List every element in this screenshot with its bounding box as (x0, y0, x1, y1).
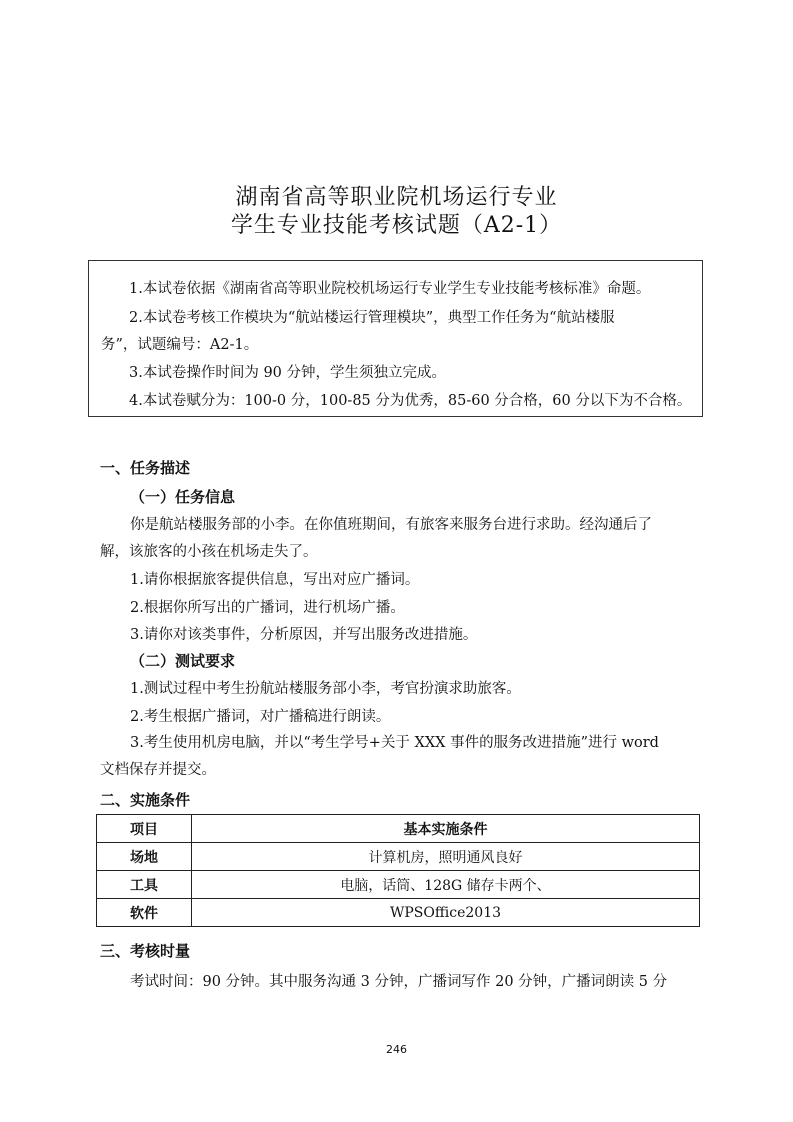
req-item-1: 1.测试过程中考生扮航站楼服务部小李，考官扮演求助旅客。 (130, 681, 521, 697)
task-item-1: 1.请你根据旅客提供信息，写出对应广播词。 (130, 572, 420, 588)
section-heading-duration: 三、考核时量 (100, 942, 191, 960)
table-header-row (97, 815, 700, 843)
conditions-table (96, 814, 700, 927)
table-header-conditions: 基本实施条件 (192, 815, 700, 843)
req-item-3: 3.考生使用机房电脑，并以“考生学号+关于 XXX 事件的服务改进措施”进行 word (130, 735, 659, 751)
notice-line-2-cont: 务”，试题编号：A2-1。 (101, 337, 259, 353)
section-heading-task: 一、任务描述 (100, 459, 191, 477)
req-item-3-cont: 文档保存并提交。 (100, 762, 216, 778)
notice-line-2: 2.本试卷考核工作模块为“航站楼运行管理模块”，典型工作任务为“航站楼服 (129, 310, 615, 326)
task-paragraph-cont: 解，该旅客的小孩在机场走失了。 (100, 544, 318, 560)
table-cell-value: 电脑，话筒、128G 储存卡两个、 (192, 871, 700, 899)
task-paragraph: 你是航站楼服务部的小李。在你值班期间，有旅客来服务台进行求助。经沟通后了 (130, 517, 652, 533)
table-cell-value: WPSOffice2013 (192, 899, 700, 927)
table-row (97, 843, 700, 871)
table-cell-label: 工具 (97, 871, 192, 899)
table-row (97, 899, 700, 927)
task-item-3: 3.请你对该类事件，分析原因，并写出服务改进措施。 (130, 627, 478, 643)
notice-line-3: 3.本试卷操作时间为 90 分钟，学生须独立完成。 (129, 365, 447, 381)
subheading-test-req: （二）测试要求 (130, 652, 236, 670)
table-cell-value: 计算机房，照明通风良好 (192, 843, 700, 871)
req-item-2: 2.考生根据广播词，对广播稿进行朗读。 (130, 709, 391, 725)
notice-line-1: 1.本试卷依据《湖南省高等职业院校机场运行专业学生专业技能考核标准》命题。 (129, 281, 651, 297)
task-item-2: 2.根据你所写出的广播词，进行机场广播。 (130, 600, 405, 616)
table-header-item: 项目 (97, 815, 192, 843)
notice-box (88, 260, 703, 417)
doc-title-line1: 湖南省高等职业院机场运行专业 (235, 185, 558, 210)
subheading-task-info: （一）任务信息 (130, 488, 236, 506)
table-row (97, 871, 700, 899)
duration-paragraph: 考试时间：90 分钟。其中服务沟通 3 分钟，广播词写作 20 分钟，广播词朗读 5 分 (130, 974, 668, 990)
page-number: 246 (386, 1043, 407, 1056)
doc-title-line2: 学生专业技能考核试题（A2-1） (230, 213, 563, 238)
table-cell-label: 软件 (97, 899, 192, 927)
section-heading-conditions: 二、实施条件 (100, 791, 191, 809)
table-cell-label: 场地 (97, 843, 192, 871)
notice-line-4: 4.本试卷赋分为：100-0 分，100-85 分为优秀，85-60 分合格，60 分以下为不合格。 (129, 393, 692, 409)
